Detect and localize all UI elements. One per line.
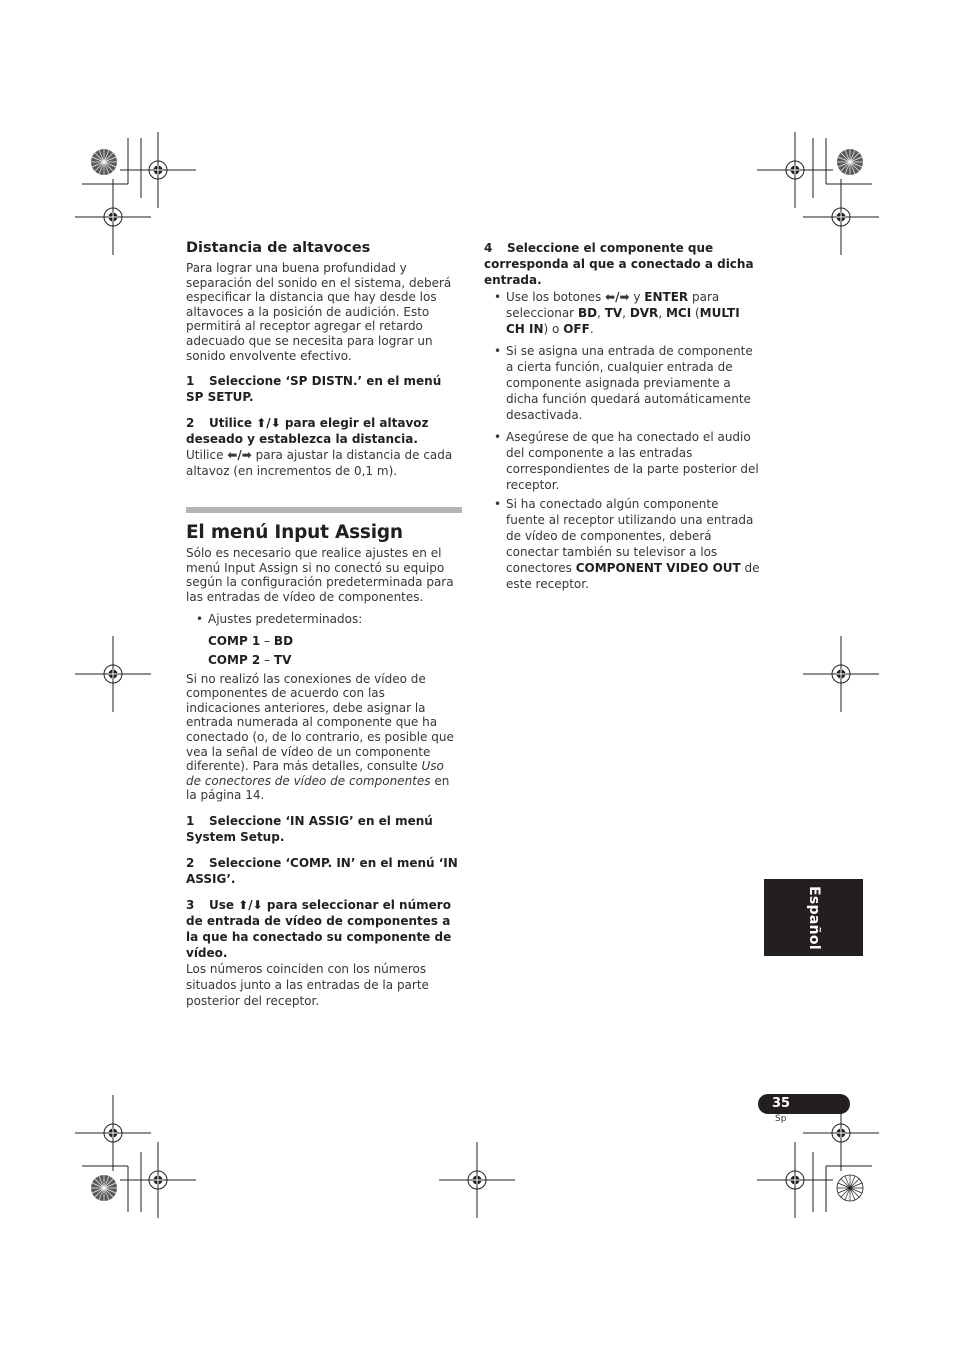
registration-crosshair-icon — [120, 1142, 196, 1218]
body-text: Use los botones — [506, 290, 606, 304]
comp-value: BD — [273, 633, 294, 648]
registration-crosshair-icon — [757, 1142, 833, 1218]
page-language-code: Sp — [775, 1114, 787, 1124]
bullet: • — [196, 611, 204, 626]
body-text: Si ha conectado algún componente fuente al receptor utilizando una entrada de vídeo de componentes, deberá conectar también su televisor a los conectores — [506, 497, 754, 575]
separator: , — [658, 306, 666, 320]
bullet-text: Ajustes predeterminados: — [208, 611, 363, 626]
up-down-arrow-icon: ⬆/⬇ — [238, 897, 263, 912]
option-tv: TV — [604, 306, 623, 320]
component-video-out-label: COMPONENT VIDEO OUT — [575, 561, 741, 575]
body-text: Utilice — [186, 448, 228, 463]
registration-star-icon — [91, 1175, 117, 1201]
registration-crosshair-icon — [803, 1095, 879, 1171]
body-text: en la página 14. — [186, 773, 450, 803]
step-number: 1 — [186, 813, 195, 828]
separator: , — [622, 306, 630, 320]
option-dvr: DVR — [629, 306, 659, 320]
body-text: y — [629, 290, 645, 304]
dash: – — [260, 633, 274, 648]
registration-star-icon — [91, 149, 117, 175]
up-down-arrow-icon: ⬆/⬇ — [256, 416, 281, 431]
bullet: • — [494, 344, 502, 358]
left-right-arrow-icon: ⬅/➡ — [227, 448, 252, 463]
body-text: de este receptor. — [506, 561, 760, 591]
reference-title: Uso de conectores de vídeo de componentes — [186, 759, 444, 788]
registration-star-icon — [837, 149, 863, 175]
registration-crosshair-icon — [803, 636, 879, 712]
bullet: • — [494, 290, 502, 304]
separator: ( — [691, 306, 700, 320]
section-heading-input-assign: El menú Input Assign — [186, 522, 403, 544]
separator: . — [589, 322, 594, 336]
separator: , — [597, 306, 605, 320]
body-text: para ajustar la distancia de cada altavoz (en incrementos de 0,1 m). — [186, 448, 453, 479]
step-number: 1 — [186, 374, 195, 389]
bullet: • — [494, 497, 502, 511]
step-number: 3 — [186, 897, 195, 912]
step-number: 4 — [484, 241, 493, 255]
input-assign-intro: Sólo es necesario que realice ajustes en el menú Input Assign si no conectó su equipo según la configuración predeterminada para las entradas de vídeo de componentes. — [186, 546, 454, 604]
registration-crosshair-icon — [120, 132, 196, 208]
separator: ) o — [543, 322, 564, 336]
body-text: Si no realizó las conexiones de vídeo de componentes de acuerdo con las indicaciones anteriores, debe asignar la entrada numerada al componente que ha conectado (o, de lo contrario, es posible que vea la señal de vídeo de un componente diferente). Para más detalles, consulte — [186, 671, 454, 774]
step-text: para elegir el altavoz deseado y establezca la distancia. — [186, 416, 429, 447]
step-text: para seleccionar el número de entrada de vídeo de componentes a la que ha conectado su componente de vídeo. — [186, 897, 452, 960]
registration-crosshair-icon — [439, 1142, 515, 1218]
registration-crosshair-icon — [803, 179, 879, 255]
step-text: Seleccione ‘SP DISTN.’ en el menú SP SETUP. — [186, 374, 442, 405]
registration-crosshair-icon — [75, 636, 151, 712]
step-text: Use — [209, 897, 239, 912]
registration-crosshair-icon — [75, 1095, 151, 1171]
step-number: 2 — [186, 416, 195, 431]
comp-label: COMP 2 — [208, 652, 261, 667]
step-text: Seleccione ‘COMP. IN’ en el menú ‘IN ASSIG’. — [186, 855, 458, 886]
registration-star-icon — [837, 1175, 863, 1201]
page-number: 35 — [772, 1096, 791, 1111]
comp-value: TV — [273, 652, 292, 667]
registration-crosshair-icon — [757, 132, 833, 208]
bullet: • — [494, 430, 502, 444]
distancia-intro: Para lograr una buena profundidad y separación del sonido en el sistema, deberá especificar la distancia que hay desde los altavoces a la posición de audición. Esto permitirá al receptor agregar el retardo adecuado que se necesita para lograr un sonido envolvente efectivo. — [186, 261, 452, 363]
input-assign-step-3-body: Los números coinciden con los números situados junto a las entradas de la parte posterior del receptor. — [186, 961, 429, 1008]
step-text: Seleccione el componente que corresponda al que a conectado a dicha entrada. — [484, 241, 754, 287]
language-tab-label: Español — [805, 885, 822, 950]
body-text: Asegúrese de que ha conectado el audio del componente a las entradas correspondientes de la parte posterior del receptor. — [506, 430, 759, 492]
option-off: OFF — [563, 322, 590, 336]
body-text: Si se asigna una entrada de componente a cierta función, cualquier entrada de componente asignada previamente a dicha función quedará automáticamente desactivada. — [506, 344, 753, 422]
option-bd: BD — [577, 306, 598, 320]
option-mci: MCI — [665, 306, 692, 320]
left-right-arrow-icon: ⬅/➡ — [605, 290, 630, 304]
dash: – — [260, 652, 274, 667]
body-text: para seleccionar — [506, 290, 720, 320]
enter-button-label: ENTER — [644, 290, 689, 304]
comp-label: COMP 1 — [208, 633, 261, 648]
section-heading-distancia: Distancia de altavoces — [186, 240, 371, 256]
option-multi-ch-in: MULTI CH IN — [506, 306, 740, 336]
step-text: Seleccione ‘IN ASSIG’ en el menú System Setup. — [186, 813, 433, 844]
registration-crosshair-icon — [75, 179, 151, 255]
step-text: Utilice — [209, 416, 257, 431]
step-number: 2 — [186, 855, 195, 870]
